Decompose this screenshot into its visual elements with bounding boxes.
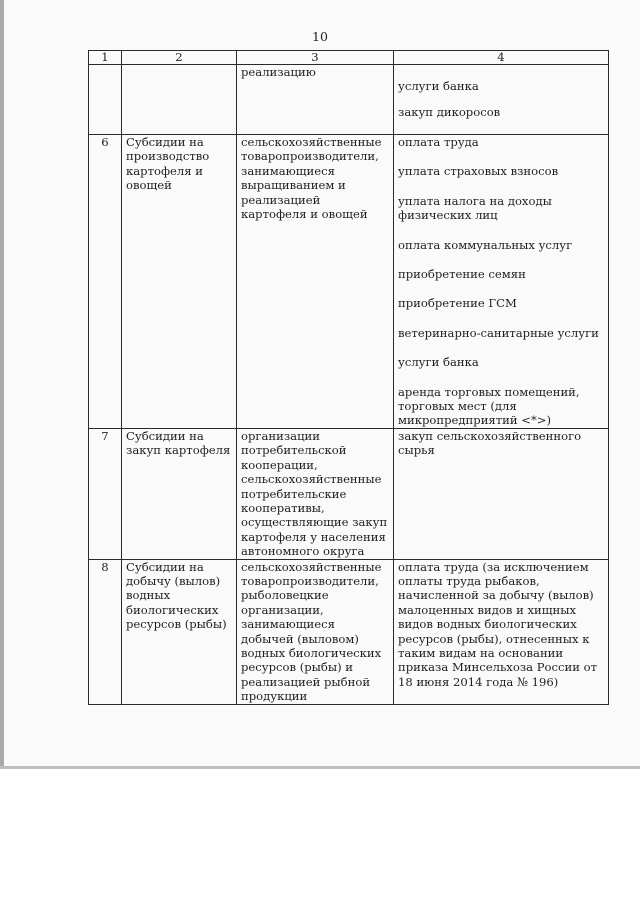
cost-item: оплата труда [398,135,479,149]
table-row [89,428,609,559]
column-header: 4 [394,51,609,65]
scan-bottom-edge [0,766,640,769]
subsidies-table [88,50,609,705]
row-number: 8 [89,559,122,704]
column-header: 2 [122,51,237,65]
table-row [89,65,609,135]
recipients-cell: сельскохозяйственные товаропроизводители, рыболовецкие организации, занимающиеся добычей (выловом) водных биологических ресурсов (рыбы) и реализацией рыбной продукции [237,559,394,704]
recipients-cell: организации потребительской кооперации, сельскохозяйственные потребительские кооперативы, осуществляющие закуп картофеля у населения автономного округа [237,428,394,559]
subsidy-name: Субсидии на добычу (вылов) водных биологических ресурсов (рыбы) [122,559,237,704]
recipients-cell: сельскохозяйственные товаропроизводители, занимающиеся выращиванием и реализацией картофеля и овощей [237,135,394,429]
cost-item: приобретение семян [398,267,526,282]
column-header: 3 [237,51,394,65]
cost-item: уплата налога на доходы физических лиц [398,193,552,223]
cost-item: ветеринарно-санитарные услуги [398,325,599,340]
costs-cell [394,428,609,559]
cost-item: услуги банка [398,355,479,370]
cost-item: оплата коммунальных услуг [398,237,573,252]
scan-edge-shadow [0,0,4,768]
cost-item: услуги банка [398,79,479,93]
column-header: 1 [89,51,122,65]
costs-cell [394,559,609,704]
cost-item: закуп сельскохозяйственного сырья [398,428,582,458]
table-row [89,559,609,704]
cost-item: аренда торговых помещений, торговых мест (для микропредприятий <*>) [398,384,580,428]
cost-item: уплата страховых взносов [398,164,559,179]
cost-item: приобретение ГСМ [398,296,517,311]
cost-item: закуп дикоросов [398,105,501,120]
recipients-cell: реализацию [237,65,394,135]
row-number [89,65,122,135]
subsidy-name [122,65,237,135]
row-number: 6 [89,135,122,429]
table-row [89,135,609,429]
page-number: 10 [312,29,328,44]
subsidy-name: Субсидии на производство картофеля и овощей [122,135,237,429]
table-header-row [89,51,609,65]
subsidy-name: Субсидии на закуп картофеля [122,428,237,559]
costs-cell [394,65,609,135]
cost-item: оплата труда (за исключением оплаты труда рыбаков, начисленной за добычу (вылов) малоценных видов и хищных видов водных биологических ресурсов (рыбы), отнесенных к таким видам на основании приказа Минсельхоза России от 18 июня 2014 года № 196) [398,559,598,689]
row-number: 7 [89,428,122,559]
costs-cell [394,135,609,429]
